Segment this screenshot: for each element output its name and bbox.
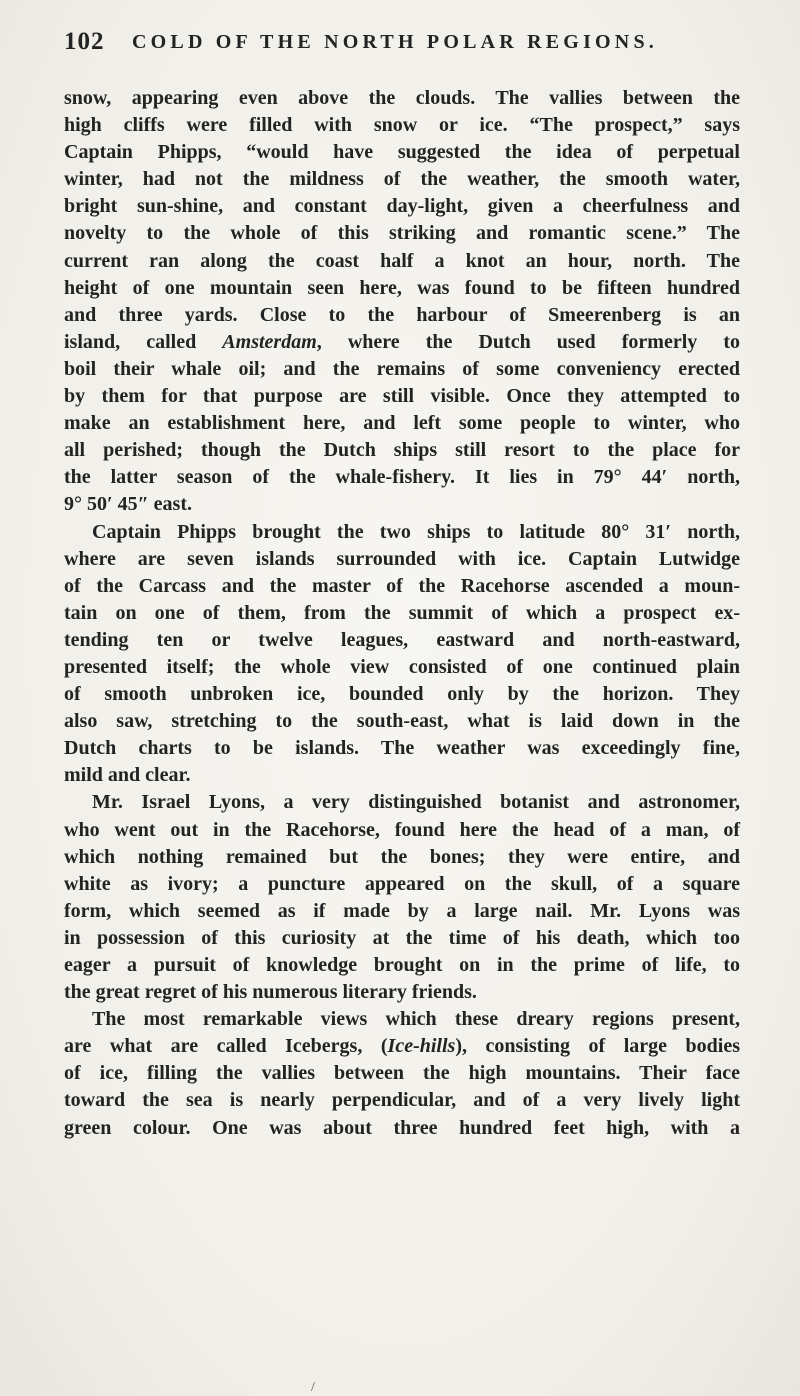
- text-line: Mr. Israel Lyons, a very distinguished botanist and astronomer,: [92, 791, 740, 814]
- text-line: the latter season of the whale-fishery. It lies in 79° 44′ north,: [64, 466, 740, 489]
- text-line: high cliffs were filled with snow or ice. “The prospect,” says: [64, 114, 740, 137]
- text-line: all perished; though the Dutch ships still resort to the place for: [64, 439, 740, 462]
- text-line: where are seven islands surrounded with ice. Captain Lutwidge: [64, 547, 740, 570]
- text-line: of the Carcass and the master of the Racehorse ascended a moun-: [64, 574, 740, 597]
- text-line: mild and clear.: [64, 764, 191, 787]
- italic-phrase: Amsterdam: [222, 330, 317, 353]
- text-line: snow, appearing even above the clouds. The vallies between the: [64, 87, 740, 109]
- text-line: Dutch charts to be islands. The weather was exceedingly fine,: [64, 737, 740, 760]
- text-line: winter, had not the mildness of the weather, the smooth water,: [64, 168, 740, 191]
- text-line: white as ivory; a puncture appeared on the skull, of a square: [64, 872, 740, 895]
- text-line: height of one mountain seen here, was found to be fifteen hundred: [64, 276, 740, 299]
- text-line: and three yards. Close to the harbour of Smeerenberg is an: [64, 303, 740, 326]
- text-line: The most remarkable views which these dreary regions present,: [92, 1008, 740, 1031]
- text-line: island, called Amsterdam, where the Dutch used formerly to: [64, 330, 741, 353]
- text-line: of ice, filling the vallies between the high mountains. Their face: [64, 1062, 740, 1085]
- text-line: boil their whale oil; and the remains of some conveniency erected: [64, 357, 740, 380]
- text-line: tain on one of them, from the summit of which a prospect ex-: [64, 601, 740, 624]
- text-line: which nothing remained but the bones; they were entire, and: [64, 845, 740, 868]
- text-line: Captain Phipps brought the two ships to latitude 80° 31′ north,: [92, 520, 740, 543]
- running-title: COLD OF THE NORTH POLAR REGIONS.: [132, 31, 658, 53]
- text-line: make an establishment here, and left some people to winter, who: [64, 412, 740, 435]
- text-line: eager a pursuit of knowledge brought on in the prime of life, to: [64, 954, 740, 976]
- text-line: the great regret of his numerous literary friends.: [64, 981, 477, 1004]
- text-line: presented itself; the whole view consisted of one continued plain: [64, 655, 740, 678]
- text-line: are what are called Icebergs, (Ice-hills), consisting of large bodies: [64, 1035, 741, 1058]
- text-line: by them for that purpose are still visible. Once they attempted to: [64, 385, 740, 408]
- text-line: in possession of this curiosity at the time of his death, which too: [64, 926, 740, 949]
- text-line: 9° 50′ 45″ east.: [64, 493, 192, 516]
- text-line: Captain Phipps, “would have suggested the idea of perpetual: [64, 141, 740, 164]
- text-line: form, which seemed as if made by a large nail. Mr. Lyons was: [64, 899, 740, 922]
- text-line: tending ten or twelve leagues, eastward and north-eastward,: [64, 628, 740, 651]
- page-number: 102: [64, 28, 105, 55]
- text-line: of smooth unbroken ice, bounded only by the horizon. They: [64, 683, 740, 706]
- italic-phrase: Ice-hills: [387, 1035, 456, 1058]
- text-line: who went out in the Racehorse, found here the head of a man, of: [64, 818, 740, 841]
- text-line: toward the sea is nearly perpendicular, and of a very lively light: [64, 1089, 740, 1112]
- text-line: current ran along the coast half a knot an hour, north. The: [64, 249, 740, 272]
- running-head: [64, 28, 740, 62]
- text-line: novelty to the whole of this striking and romantic scene.” The: [64, 222, 740, 245]
- text-line: also saw, stretching to the south-east, what is laid down in the: [64, 710, 740, 733]
- text-line: green colour. One was about three hundred feet high, with a: [64, 1116, 740, 1139]
- text-line: bright sun-shine, and constant day-light, given a cheerfulness and: [64, 195, 740, 218]
- body-text: [64, 85, 740, 1142]
- stray-mark: /: [311, 1380, 315, 1395]
